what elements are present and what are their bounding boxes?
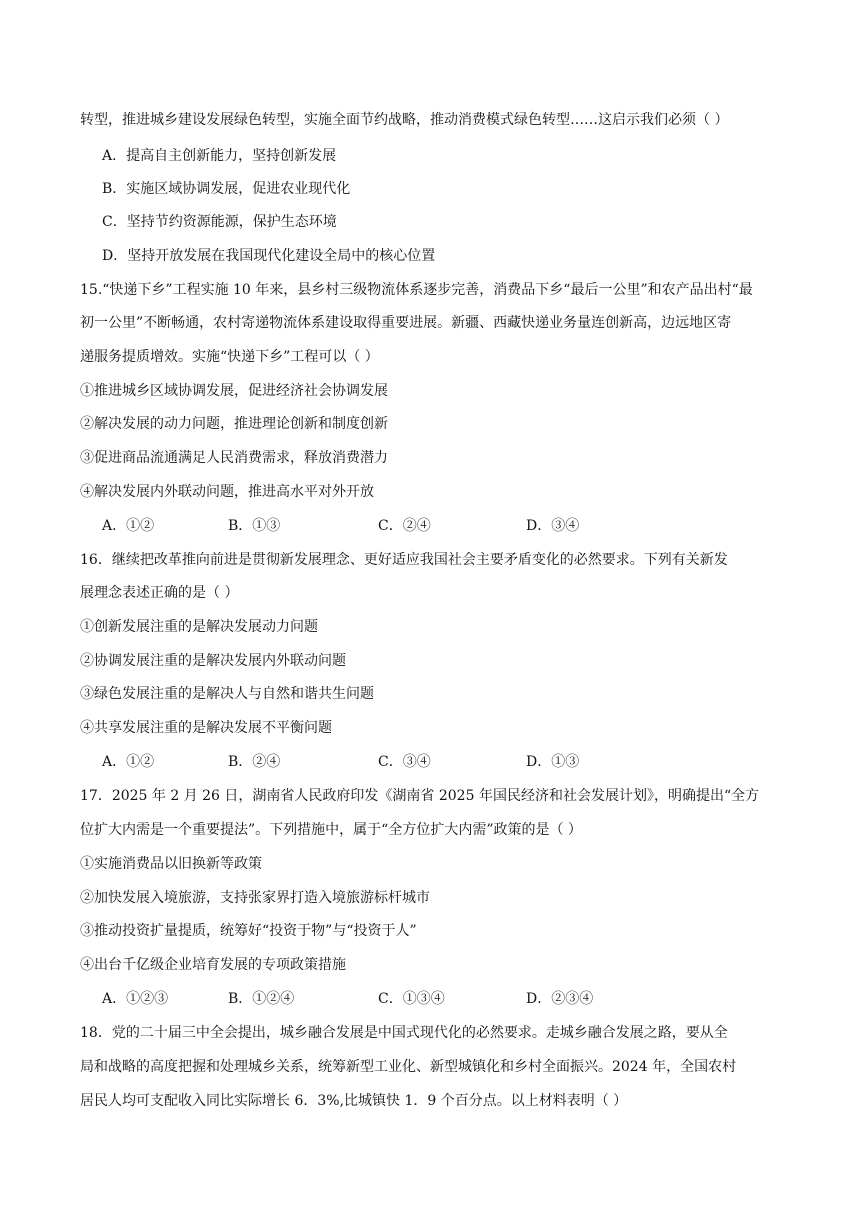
q16-statement-1: ①创新发展注重的是解决发展动力问题: [80, 619, 318, 635]
q15-option-d: D．③④: [526, 518, 580, 534]
q16-option-b: B．②④: [228, 754, 281, 770]
q17-stem-line-2: 位扩大内需是一个重要提法”。下列措施中，属于“全方位扩大内需”政策的是（ ）: [80, 822, 582, 838]
q14-option-b: B．实施区域协调发展，促进农业现代化: [102, 181, 351, 197]
q15-statement-2: ②解决发展的动力问题，推进理论创新和制度创新: [80, 416, 388, 432]
q16-option-d: D．①③: [526, 754, 580, 770]
q15-statement-1: ①推进城乡区域协调发展，促进经济社会协调发展: [80, 383, 388, 399]
q17-statement-3: ③推动投资扩量提质，统筹好“投资于物”与“投资于人”: [80, 923, 417, 939]
q18-stem-line-3: 居民人均可支配收入同比实际增长 6．3%,比城镇快 1．9 个百分点。以上材料表明（ ）: [80, 1093, 628, 1109]
q14-option-d: D．坚持开放发展在我国现代化建设全局中的核心位置: [102, 248, 436, 264]
q17-option-a: A．①②③: [102, 991, 169, 1007]
q16-option-a: A．①②: [102, 754, 155, 770]
q15-option-b: B．①③: [228, 518, 281, 534]
q18-stem-line-2: 局和战略的高度把握和处理城乡关系，统筹新型工业化、新型城镇化和乡村全面振兴。2024 年，全国农村: [80, 1059, 737, 1075]
q17-stem-line-1: 17．2025 年 2 月 26 日，湖南省人民政府印发《湖南省 2025 年国民经济和社会发展计划》，明确提出“全方: [80, 788, 760, 804]
q15-option-a: A．①②: [102, 518, 155, 534]
q15-option-c: C．②④: [378, 518, 431, 534]
q18-stem-line-1: 18．党的二十届三中全会提出，城乡融合发展是中国式现代化的必然要求。走城乡融合发展之路，要从全: [80, 1025, 728, 1041]
q16-option-c: C．③④: [378, 754, 431, 770]
q15-stem-line-1: 15.“快递下乡”工程实施 10 年来，县乡村三级物流体系逐步完善，消费品下乡“最后一公里”和农产品出村“最: [80, 282, 753, 298]
q16-statement-3: ③绿色发展注重的是解决人与自然和谐共生问题: [80, 686, 374, 702]
q15-statement-3: ③促进商品流通满足人民消费需求，释放消费潜力: [80, 450, 388, 466]
q14-stem-continuation: 转型，推进城乡建设发展绿色转型，实施全面节约战略，推动消费模式绿色转型……这启示我们必须（ ）: [80, 112, 729, 128]
q17-option-c: C．①③④: [378, 991, 445, 1007]
q16-statement-4: ④共享发展注重的是解决发展不平衡问题: [80, 720, 332, 736]
q17-option-d: D．②③④: [526, 991, 594, 1007]
q17-option-b: B．①②④: [228, 991, 295, 1007]
q17-statement-2: ②加快发展入境旅游，支持张家界打造入境旅游标杆城市: [80, 890, 430, 906]
q14-option-c: C．坚持节约资源能源，保护生态环境: [102, 214, 337, 230]
q17-statement-1: ①实施消费品以旧换新等政策: [80, 856, 262, 872]
q14-option-a: A．提高自主创新能力，坚持创新发展: [102, 148, 337, 164]
q16-stem-line-2: 展理念表述正确的是（ ）: [80, 585, 239, 601]
q15-stem-line-2: 初一公里”不断畅通，农村寄递物流体系建设取得重要进展。新疆、西藏快递业务量连创新高，边远地区寄: [80, 315, 732, 331]
q16-stem-line-1: 16．继续把改革推向前进是贯彻新发展理念、更好适应我国社会主要矛盾变化的必然要求。下列有关新发: [80, 552, 728, 568]
q16-statement-2: ②协调发展注重的是解决发展内外联动问题: [80, 653, 346, 669]
q15-stem-line-3: 递服务提质增效。实施“快递下乡”工程可以（ ）: [80, 349, 379, 365]
q15-statement-4: ④解决发展内外联动问题，推进高水平对外开放: [80, 484, 374, 500]
q17-statement-4: ④出台千亿级企业培育发展的专项政策措施: [80, 957, 346, 973]
